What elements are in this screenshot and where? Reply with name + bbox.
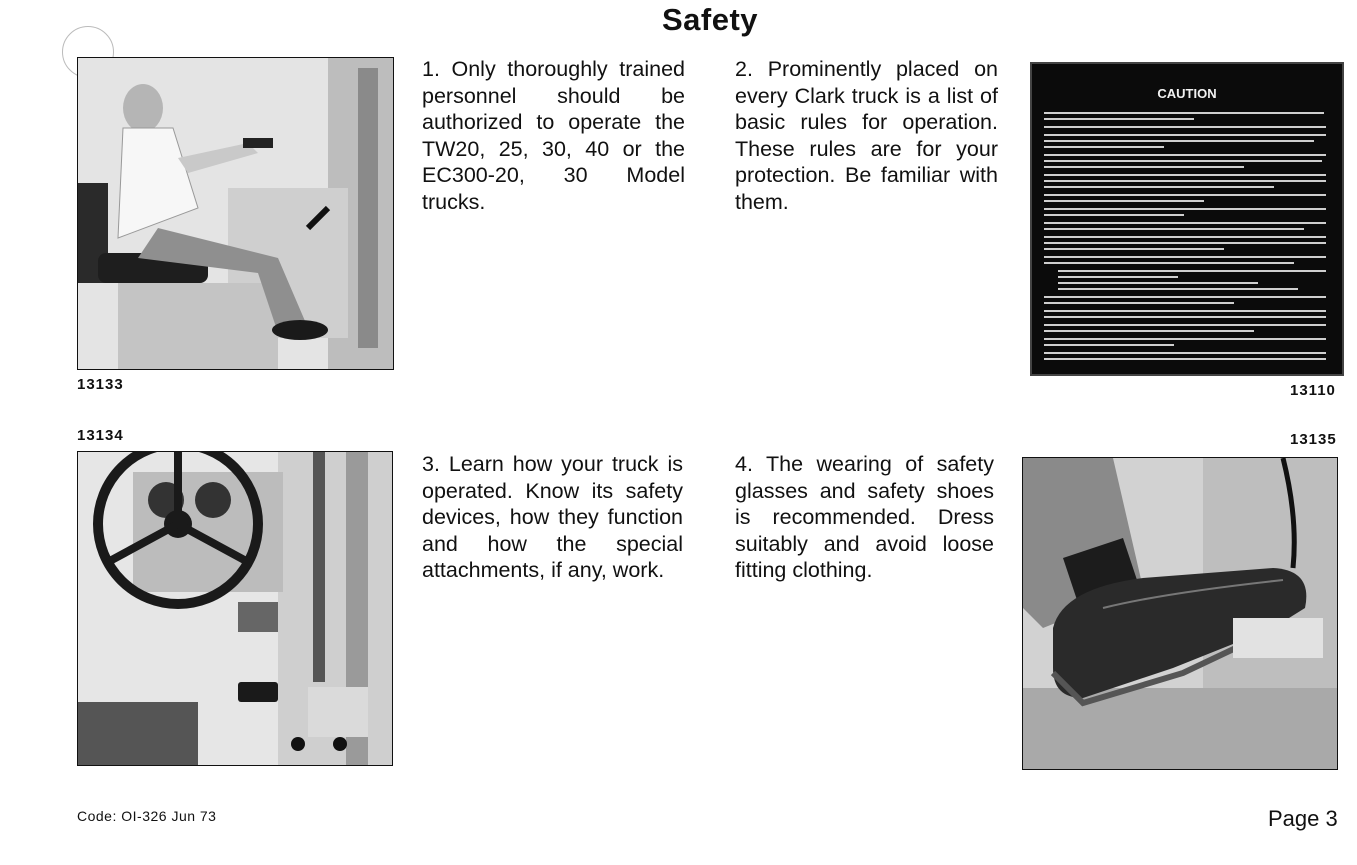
caution-decal [1030, 62, 1344, 376]
steering-wheel-illustration [78, 452, 392, 765]
caution-heading: CAUTION [1157, 86, 1217, 101]
paragraph-2: 2. Prominently placed on every Clark truck is a list of basic rules for operation. These rules are for your protection. Be familiar with them. [735, 57, 998, 214]
figure-number: 13134 [77, 427, 124, 444]
photo-safety-shoe [1022, 457, 1338, 770]
photo-steering-controls [77, 451, 393, 766]
figure-number: 13133 [77, 376, 124, 393]
document-code: Code: OI-326 Jun 73 [77, 808, 217, 824]
caution-fine-print [1044, 112, 1330, 362]
figure-number: 13110 [1290, 382, 1336, 399]
photo-operator-seated [77, 57, 394, 370]
figure-number: 13135 [1290, 431, 1337, 448]
page-number: Page 3 [1268, 806, 1338, 831]
paragraph-3: 3. Learn how your truck is operated. Know its safety devices, how they function and how the special attachments, if any, work. [422, 452, 683, 582]
safety-shoe-illustration [1023, 458, 1337, 769]
operator-seated-illustration [78, 58, 393, 369]
paragraph-4: 4. The wearing of safety glasses and safety shoes is recommended. Dress suitably and avoid loose fitting clothing. [735, 452, 994, 582]
page-title: Safety [661, 2, 759, 37]
paragraph-1: 1. Only thoroughly trained personnel should be authorized to operate the TW20, 25, 30, 40 or the EC300-20, 30 Model trucks. [422, 57, 685, 214]
